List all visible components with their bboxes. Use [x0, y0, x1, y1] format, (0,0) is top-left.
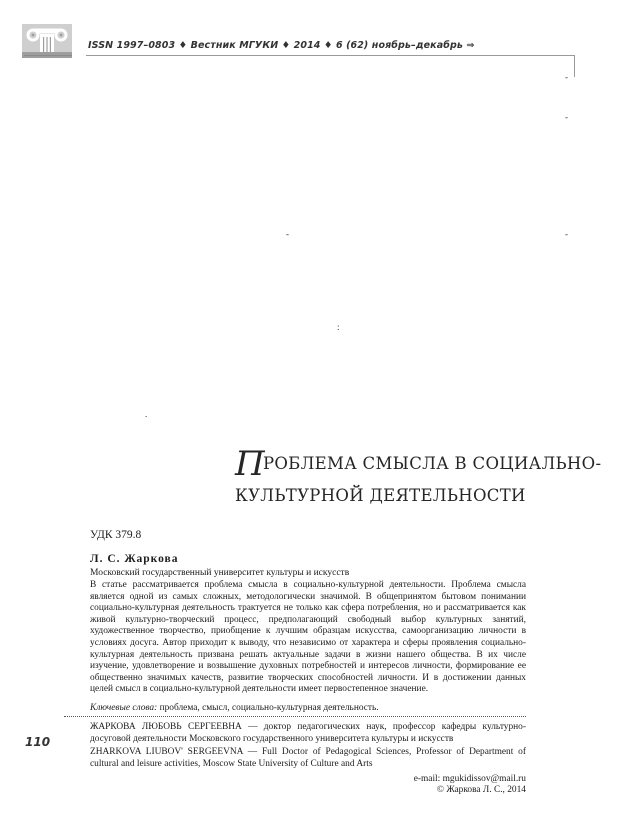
- author-email: e-mail: mgukidissov@mail.ru: [413, 774, 526, 784]
- author-name: Л. С. Жаркова: [90, 553, 179, 565]
- page-number: 110: [25, 735, 51, 749]
- author-bio-en: ZHARKOVA LIUBOV' SERGEEVNA — Full Doctor of Pedagogical Sciences, Professor of Department of cultural and leisure activities, Moscow State University of Culture and Arts: [90, 747, 526, 769]
- header-rule: [86, 55, 574, 56]
- author-affiliation: Московский государственный университет культуры и искусств: [90, 568, 350, 578]
- keywords-text: проблема, смысл, социально-культурная деятельность.: [157, 703, 379, 713]
- title-initial: П: [235, 444, 265, 484]
- abstract: [90, 580, 526, 696]
- abstract-text: В статье рассматривается проблема смысла в социально-культурной деятельности. Проблема смысла является одной из самых сложных, методологически значимой. В общепринятом бытовом понимании социально-культурная деятельность трактуется не только как сфера потребления, но и рассматривается как живой культурно-творческий процесс, предполагающий свободный выбор культурных занятий, художественное творчество, приобщение к лучшим образцам искусства, самоорганизацию личности в условиях досуга. Автор приходит к выводу, что независимо от характера и сферы проявления социально-культурная деятельность призвана решать актуальные задачи в жизни нашего общества. В их числе изучение, удовлетворение и возвышение духовных потребностей и интересов личности, формирование ее общественно значимых качеств, развитие творческих способностей личности. И в достижении данных целей смысл в социально-культурной деятельности имеет первостепенное значение.: [90, 580, 526, 695]
- running-header: ISSN 1997–0803 ♦ Вестник МГУКИ ♦ 2014 ♦ 6 (62) ноябрь–декабрь ⇒: [88, 40, 475, 51]
- margin-mark: -: [565, 72, 568, 82]
- margin-mark: -: [565, 112, 568, 122]
- article-title: [235, 444, 602, 508]
- copyright: © Жаркова Л. С., 2014: [436, 785, 526, 795]
- header-vertical-rule: [574, 55, 575, 77]
- title-line-2: КУЛЬТУРНОЙ ДЕЯТЕЛЬНОСТИ: [235, 486, 526, 505]
- journal-logo-icon: [22, 24, 72, 58]
- footer-dotted-rule: [64, 716, 526, 717]
- margin-mark: -: [565, 229, 568, 239]
- title-line-1-text: РОБЛЕМА СМЫСЛА В СОЦИАЛЬНО-: [262, 454, 602, 473]
- margin-mark: -: [286, 229, 289, 239]
- margin-mark: :: [337, 322, 340, 332]
- author-bio-ru: ЖАРКОВА ЛЮБОВЬ СЕРГЕЕВНА — доктор педагогических наук, профессор кафедры культурно-досуговой деятельности Московского государственного университета культуры и искусств: [90, 722, 526, 744]
- keywords-label: Ключевые слова:: [90, 703, 158, 713]
- title-line-1: [235, 444, 602, 484]
- keywords: [90, 703, 379, 715]
- header-rule-left: [24, 55, 72, 56]
- udk-code: УДК 379.8: [90, 529, 142, 541]
- margin-mark: .: [145, 409, 148, 419]
